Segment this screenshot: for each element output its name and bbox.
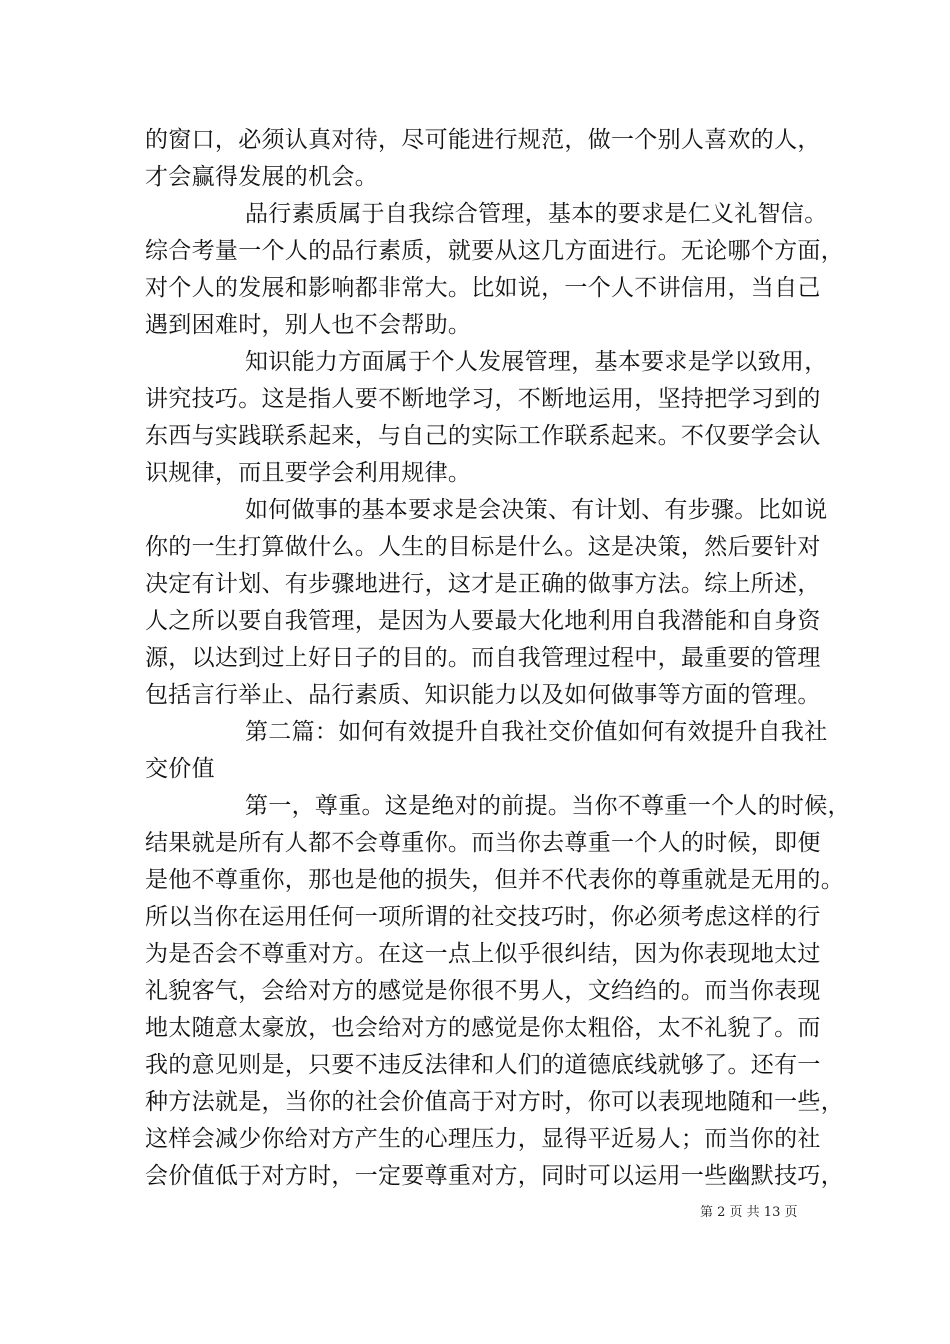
section-heading-line: 交价值 xyxy=(145,756,215,782)
text-line: 的窗口，必须认真对待，尽可能进行规范，做一个别人喜欢的人， xyxy=(145,127,821,153)
text-line: 综合考量一个人的品行素质，就要从这几方面进行。无论哪个方面， xyxy=(145,238,844,264)
text-line: 会价值低于对方时，一定要尊重对方，同时可以运用一些幽默技巧， xyxy=(145,1163,844,1189)
text-line: 种方法就是，当你的社会价值高于对方时，你可以表现地随和一些， xyxy=(145,1089,844,1115)
text-line: 包括言行举止、品行素质、知识能力以及如何做事等方面的管理。 xyxy=(145,682,821,708)
text-line: 你的一生打算做什么。人生的目标是什么。这是决策，然后要针对 xyxy=(145,534,821,560)
text-line: 东西与实践联系起来，与自己的实际工作联系起来。不仅要学会认 xyxy=(145,423,821,449)
paragraph-start-line: 品行素质属于自我综合管理，基本的要求是仁义礼智信。 xyxy=(245,201,828,227)
text-line: 识规律，而且要学会利用规律。 xyxy=(145,460,472,486)
text-line: 结果就是所有人都不会尊重你。而当你去尊重一个人的时候，即便 xyxy=(145,830,821,856)
text-line: 对个人的发展和影响都非常大。比如说，一个人不讲信用，当自己 xyxy=(145,275,821,301)
text-line: 人之所以要自我管理，是因为人要最大化地利用自我潜能和自身资 xyxy=(145,608,821,634)
text-line: 礼貌客气，会给对方的感觉是你很不男人，文绉绉的。而当你表现 xyxy=(145,978,821,1004)
paragraph-start-line: 知识能力方面属于个人发展管理，基本要求是学以致用， xyxy=(245,349,828,375)
text-line: 源，以达到过上好日子的目的。而自我管理过程中，最重要的管理 xyxy=(145,645,821,671)
paragraph-start-line: 如何做事的基本要求是会决策、有计划、有步骤。比如说 xyxy=(245,497,828,523)
text-line: 为是否会不尊重对方。在这一点上似乎很纠结，因为你表现地太过 xyxy=(145,941,821,967)
text-line: 我的意见则是，只要不违反法律和人们的道德底线就够了。还有一 xyxy=(145,1052,821,1078)
paragraph-start-line: 第一，尊重。这是绝对的前提。当你不尊重一个人的时候， xyxy=(245,793,851,819)
text-line: 是他不尊重你，那也是他的损失，但并不代表你的尊重就是无用的。 xyxy=(145,867,844,893)
section-heading-line: 第二篇：如何有效提升自我社交价值如何有效提升自我社 xyxy=(245,719,828,745)
text-line: 这样会减少你给对方产生的心理压力，显得平近易人；而当你的社 xyxy=(145,1126,821,1152)
text-line: 决定有计划、有步骤地进行，这才是正确的做事方法。综上所述， xyxy=(145,571,821,597)
text-line: 地太随意太豪放，也会给对方的感觉是你太粗俗，太不礼貌了。而 xyxy=(145,1015,821,1041)
text-line: 所以当你在运用任何一项所谓的社交技巧时，你必须考虑这样的行 xyxy=(145,904,821,930)
text-line: 才会赢得发展的机会。 xyxy=(145,164,378,190)
page-number-footer: 第 2 页 共 13 页 xyxy=(700,1205,798,1220)
text-line: 讲究技巧。这是指人要不断地学习，不断地运用，坚持把学习到的 xyxy=(145,386,821,412)
text-line: 遇到困难时，别人也不会帮助。 xyxy=(145,312,472,338)
